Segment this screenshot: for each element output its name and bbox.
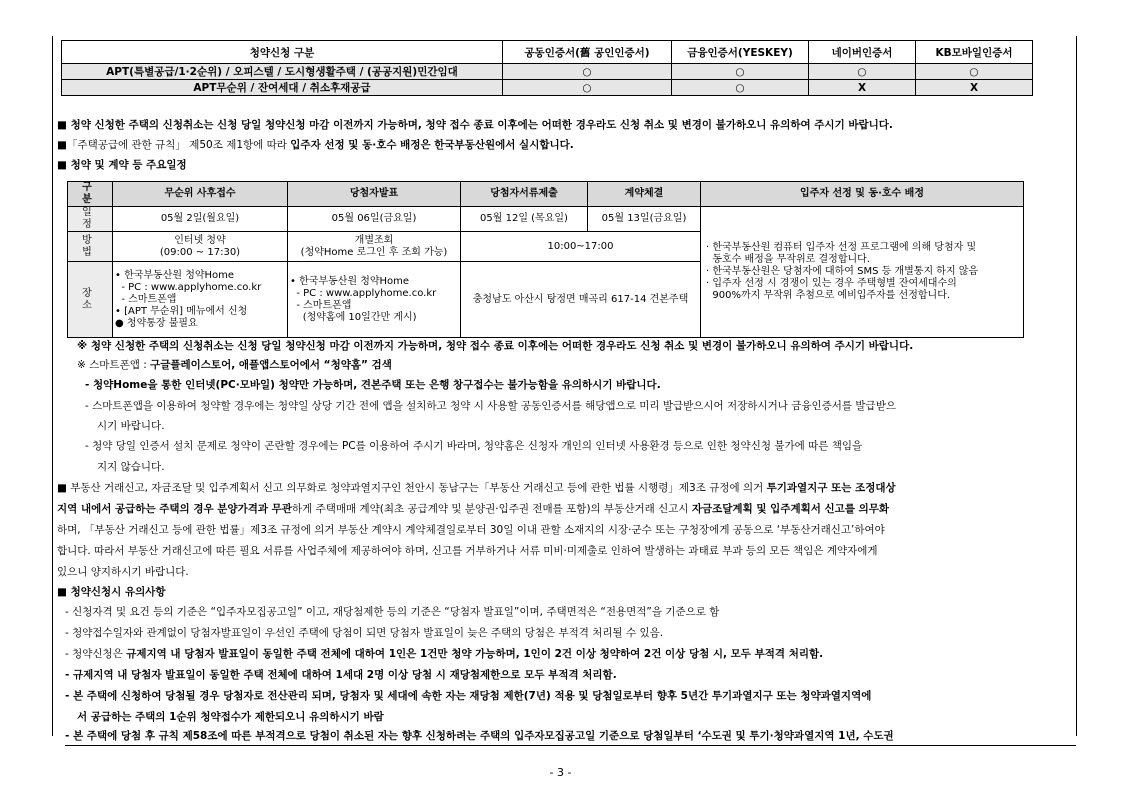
- row-label: 방 법: [68, 232, 113, 262]
- note-app: - 스마트폰앱을 이용하여 청약할 경우에는 청약일 상당 기간 전에 앱을 설치하고 청약 시 사용할 공동인증서를 해당앱으로 미리 발급받으시어 저장하시거나 금융인증서를 발급받으: [85, 400, 896, 412]
- col-label: 구 분: [68, 182, 113, 207]
- realty-text: 하게 주택매매 계약(최초 공급계약 및 분양권·입주권 전매를 포함)의 부동산거래 신고시: [291, 503, 692, 515]
- notice-rule-text: ■「주택공급에 관한 규칙」 제50조 제1항에 따라: [57, 139, 291, 151]
- realty-bold: 자금조달계획 및 입주계획서 신고를 의무화: [691, 503, 890, 515]
- header-cell: 무순위 사후접수: [113, 182, 288, 207]
- row-label: 장 소: [68, 262, 113, 338]
- table-cell: 05월 2일(월요일): [113, 207, 288, 232]
- caution-item: - 본 주택에 당첨 후 규칙 제58조에 따른 부적격으로 당첨이 취소된 자는 향후 신청하려는 주택의 입주자모집공고일 기준으로 당첨일부터 ‘수도권 및 투기·청약과열지역 1년, 수도권: [65, 728, 1076, 746]
- realty-line-5: 있으니 양지하시기 바랍니다.: [57, 566, 189, 578]
- table-cell: ○: [809, 64, 916, 80]
- table-cell: ○: [916, 64, 1033, 80]
- certificate-table: [61, 40, 1033, 96]
- notice-cancel: ■ 청약 신청한 주택의 신청취소는 신청 당일 청약신청 마감 이전까지 가능하며, 청약 접수 종료 이후에는 어떠한 경우라도 신청 취소 및 변경이 불가하오니 유의하여 주시기 바랍니다.: [57, 119, 893, 131]
- note-day: - 청약 당일 인증서 설치 문제로 청약이 곤란할 경우에는 PC를 이용하여 주시기 바라며, 청약홈은 신청자 개인의 인터넷 사용환경 등으로 인한 청약신청 불가에 따른 책임을: [85, 440, 863, 452]
- header-cell: 네이버인증서: [809, 41, 916, 64]
- document-page: [52, 36, 1077, 742]
- note-app-cont: 시기 바랍니다.: [97, 420, 165, 432]
- note-smart: [77, 357, 1076, 374]
- caution-item: - 본 주택에 신청하여 당첨될 경우 당첨자로 전산관리 되며, 당첨자 및 세대에 속한 자는 재당첨 제한(7년) 적용 및 당첨일로부터 향후 5년간 투기과열지구 또는 청약과열지역에: [65, 690, 872, 702]
- assign-note: · 한국부동산원 컴퓨터 입주자 선정 프로그램에 의해 당첨자 및: [706, 242, 977, 253]
- realty-line-4: 합니다. 따라서 부동산 거래신고에 따른 필요 서류를 사업주체에 제공하여야 하며, 신고를 거부하거나 서류 미비·미제출로 인하여 발생하는 과태료 부과 등의 모든 책임은 계약자에게: [57, 545, 878, 557]
- header-cell: 입주자 선정 및 동·호수 배정: [701, 182, 1024, 207]
- place-line: ● 청약통장 불필요: [115, 317, 198, 329]
- table-row: [62, 64, 1033, 80]
- notice-rule: [57, 137, 1076, 154]
- place-line: (청약홈에 10일간만 게시): [290, 311, 417, 323]
- realty-text: ■ 부동산 거래신고, 자금조달 및 입주계획서 신고 의무화로 청약과열지구인 천안시 동남구는「부동산 거래신고 등에 관한 법률 시행령」제3조 규정에 의거: [57, 482, 767, 494]
- table-cell: 10:00~17:00: [461, 232, 701, 262]
- table-cell: 충청남도 아산시 탕정면 매곡리 617-14 견본주택: [461, 262, 701, 338]
- table-cell: ○: [672, 64, 809, 80]
- place-line: - PC : www.applyhome.co.kr: [115, 281, 262, 293]
- place-line: • 한국부동산원 청약Home: [290, 275, 410, 287]
- method-time: (09:00 ~ 17:30): [159, 246, 241, 258]
- note-smart-label: ※ 스마트폰앱 :: [77, 359, 151, 371]
- caution-item: - 규제지역 내 당첨자 발표일이 동일한 주택 전체에 대하여 1세대 2명 이상 당첨 시 재당첨제한으로 모두 부적격 처리함.: [65, 669, 617, 681]
- header-cell: 공동인증서(舊 공인인증서): [503, 41, 672, 64]
- header-cell: 당첨자서류제출: [461, 182, 588, 207]
- header-cell: KB모바일인증서: [916, 41, 1033, 64]
- table-cell: APT(특별공급/1·2순위) / 오피스텔 / 도시형생활주택 / (공공지원)민간임대: [62, 64, 503, 80]
- table-cell: ○: [503, 64, 672, 80]
- realty-bold: 투기과열지구 또는 조정대상: [766, 482, 896, 494]
- table-cell: [113, 262, 288, 338]
- place-line: • 한국부동산원 청약Home: [115, 269, 235, 281]
- schedule-table: [67, 181, 1024, 338]
- caution-item: - 신청자격 및 요건 등의 기준은 “입주자모집공고일” 이고, 재당첨제한 등의 기준은 “당첨자 발표일”이며, 주택면적은 “전용면적”을 기준으로 함: [65, 606, 720, 618]
- table-cell: [113, 232, 288, 262]
- assign-notes-cell: [701, 207, 1024, 338]
- method-text: 인터넷 청약: [174, 234, 226, 246]
- table-cell: [288, 262, 461, 338]
- table-cell: X: [916, 80, 1033, 96]
- realty-line-2: [57, 501, 1076, 518]
- table-cell: ○: [672, 80, 809, 96]
- note-day-cont: 지지 않습니다.: [97, 461, 165, 473]
- table-cell: 05월 12일 (목요일): [461, 207, 588, 232]
- caution-item: - 청약접수일자와 관계없이 당첨자발표일이 우선인 주택에 당첨이 되면 당첨자 발표일이 늦은 주택의 당첨은 부적격 처리될 수 있음.: [65, 627, 664, 639]
- note-smart-bold: 구글플레이스토어, 애플앱스토어에서 “청약홈” 검색: [150, 359, 392, 371]
- notice-rule-bold: 입주자 선정 및 동·호수 배정은 한국부동산원에서 실시합니다.: [290, 139, 574, 151]
- place-line: - PC : www.applyhome.co.kr: [290, 287, 437, 299]
- assign-note: 동호수 배정을 무작위로 결정합니다.: [706, 254, 870, 265]
- method-note: (청약Home 로그인 후 조회 가능): [300, 246, 448, 258]
- table-cell: 05월 13일(금요일): [588, 207, 701, 232]
- page-number: - 3 -: [549, 766, 572, 779]
- header-cell: 계약체결: [588, 182, 701, 207]
- header-cell: 금융인증서(YESKEY): [672, 41, 809, 64]
- header-cell: 청약신청 구분: [62, 41, 503, 64]
- caution-title: ■ 청약신청시 유의사항: [57, 586, 166, 598]
- table-cell: 05월 06일(금요일): [288, 207, 461, 232]
- table-cell: ○: [503, 80, 672, 96]
- assign-notes: [703, 240, 1021, 304]
- place-line: • [APT 무순위] 메뉴에서 신청: [115, 305, 248, 317]
- table-cell: [288, 232, 461, 262]
- table-cell: APT무순위 / 잔여세대 / 취소후재공급: [62, 80, 503, 96]
- note-cancel: ※ 청약 신청한 주택의 신청취소는 신청 당일 청약신청 마감 이전까지 가능하며, 청약 접수 종료 이후에는 어떠한 경우라도 신청 취소 및 변경이 불가하오니 유의하여 주시기 바랍니다.: [77, 340, 914, 352]
- assign-note: 900%까지 무작위 추첨으로 예비입주자를 선정합니다.: [706, 290, 951, 301]
- assign-note: · 한국부동산원은 당첨자에 대하여 SMS 등 개별통지 하지 않음: [706, 266, 979, 277]
- realty-bold: 지역 내에서 공급하는 주택의 경우 분양가격과 무관: [57, 503, 292, 515]
- assign-note: · 입주자 선정 시 경쟁이 있는 경우 주택형별 잔여세대수의: [706, 278, 957, 289]
- schedule-title: ■ 청약 및 계약 등 주요일정: [57, 159, 187, 171]
- table-cell: X: [809, 80, 916, 96]
- realty-line-3: 하며, 「부동산 거래신고 등에 관한 법률」제3조 규정에 의거 부동산 계약시 계약체결일로부터 30일 이내 관할 소재지의 시장·군수 또는 구청장에게 공동으로 ‘부동산거래신고’하여야: [57, 524, 885, 536]
- caution-item-cont: 서 공급하는 주택의 1순위 청약접수가 제한되오니 유의하시기 바람: [77, 711, 384, 723]
- caution-bold: 규제지역 내 당첨자 발표일이 동일한 주택 전체에 대하여 1인은 1건만 청약 가능하며, 1인이 2건 이상 청약하여 2건 이상 당첨 시, 모두 부적격 처리함.: [126, 648, 824, 660]
- method-text: 개별조회: [354, 234, 394, 246]
- table-row: [68, 182, 1024, 207]
- caution-text: - 청약신청은: [65, 648, 127, 660]
- table-row: [62, 80, 1033, 96]
- place-line: - 스마트폰앱: [290, 299, 352, 311]
- table-row: [68, 207, 1024, 232]
- realty-line-1: [57, 480, 1076, 497]
- place-line: - 스마트폰앱: [115, 293, 177, 305]
- row-label: 일 정: [68, 207, 113, 232]
- header-cell: 당첨자발표: [288, 182, 461, 207]
- caution-item: [65, 646, 1076, 663]
- note-internet: - 청약Home을 통한 인터넷(PC·모바일) 청약만 가능하며, 견본주택 또는 은행 창구접수는 불가능함을 유의하시기 바랍니다.: [85, 379, 661, 391]
